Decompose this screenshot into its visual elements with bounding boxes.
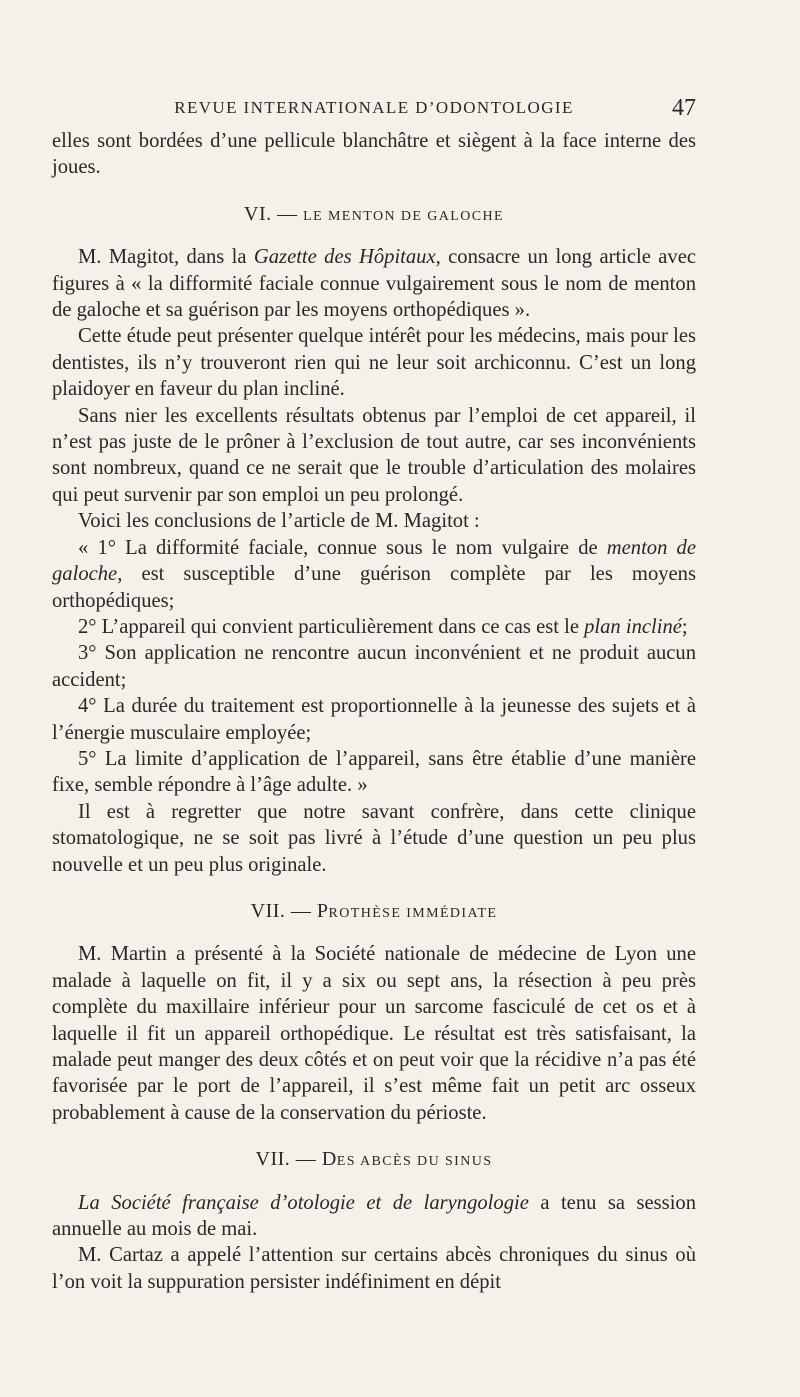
paragraph	[52, 1190, 696, 1243]
title-capital: D	[321, 1148, 337, 1171]
running-head	[52, 88, 696, 128]
paragraph: Sans nier les excellents résultats obtenus par l’emploi de cet appareil, il n’est pas juste de le prôner à l’exclusion de tout autre, car ses inconvénients sont nombreux, quand ce ne serait que le trouble d’articulation des molaires qui peut survenir par son emploi un peu prolongé.	[52, 404, 696, 506]
paragraph: Il est à regretter que notre savant confrère, dans cette clinique stomatologique, ne se soit pas livré à l’étude d’une question un peu plus nouvelle et un peu plus originale.	[52, 800, 696, 876]
text-run: M. Magitot, dans la	[78, 246, 254, 269]
paragraph	[52, 244, 696, 323]
page-number: 47	[672, 95, 696, 121]
title-rest: ROTHÈSE IMMÉDIATE	[328, 905, 498, 921]
title-rest: ES ABCÈS DU SINUS	[336, 1154, 493, 1170]
section-numeral: VII. —	[255, 1148, 317, 1171]
section-numeral: VII. —	[250, 899, 312, 922]
section-heading-vii-prothese	[52, 898, 696, 927]
title-capital: P	[316, 899, 329, 922]
emphasis: menton de galoche	[52, 536, 696, 586]
section-heading-vi	[52, 201, 696, 230]
body-text	[52, 128, 696, 1295]
text-run: « 1° La difformité faciale, connue sous le nom vulgaire de	[78, 536, 607, 559]
society-name: La Société française d’otologie et de laryngologie	[78, 1191, 529, 1214]
paragraph: M. Martin a présenté à la Société nationale de médecine de Lyon une malade à laquelle on fit, il y a six ou sept ans, la résection à peu près complète du maxillaire inférieur pour un sarcome fasciculé de cet os et à laquelle il fit un appareil orthopédique. Le résultat est très satisfaisant, la malade peut manger des deux côtés et on peut voir que la récidive n’a pas été favorisée par le port de l’appareil, il s’est même fait un petit arc osseux probablement à cause de la conservation du périoste.	[52, 943, 696, 1124]
section-title	[317, 900, 497, 922]
conclusion-item: 5° La limite d’application de l’appareil, sans être établie d’une manière fixe, semble répondre à l’âge adulte. »	[52, 747, 696, 797]
text-run: 2° L’appareil qui convient particulièrement dans ce cas est le	[78, 615, 585, 638]
conclusion-item	[52, 614, 696, 640]
journal-title: Gazette des Hôpitaux	[253, 246, 436, 269]
section-numeral: VI. —	[244, 202, 298, 225]
section-heading-vii-sinus	[52, 1146, 696, 1175]
text-run: ;	[681, 615, 688, 638]
paragraph: Cette étude peut présenter quelque intérêt pour les médecins, mais pour les dentistes, ils n’y trouveront rien qui ne leur soit archiconnu. C’est un long plaidoyer en faveur du plan incliné.	[52, 325, 696, 401]
text-run: , consacre un long article avec figures à « la difformité faciale connue vulgairement sous le nom de menton de galoche et sa guérison par les moyens orthopédiques ».	[52, 246, 696, 322]
intro-paragraph: elles sont bordées d’une pellicule blanchâtre et siègent à la face interne des joues.	[52, 130, 696, 179]
conclusion-item: 3° Son application ne rencontre aucun inconvénient et ne produit aucun accident;	[52, 642, 696, 691]
text-run: a tenu sa session annuelle au mois de mai.	[52, 1191, 697, 1241]
paragraph: M. Cartaz a appelé l’attention sur certains abcès chroniques du sinus où l’on voit la suppuration persister indéfiniment en dépit	[52, 1244, 696, 1293]
section-title	[322, 1148, 493, 1170]
emphasis: plan incliné	[584, 615, 682, 638]
conclusion-item: 4° La durée du traitement est proportionnelle à la jeunesse des sujets et à l’énergie musculaire employée;	[52, 695, 696, 744]
conclusion-item	[52, 535, 696, 614]
paragraph: Voici les conclusions de l’article de M. Magitot :	[78, 510, 480, 533]
text-run: , est susceptible d’une guérison complète par les moyens orthopédiques;	[52, 563, 696, 612]
running-title: REVUE INTERNATIONALE D’ODONTOLOGIE	[174, 98, 574, 117]
section-title: LE MENTON DE GALOCHE	[303, 208, 504, 224]
